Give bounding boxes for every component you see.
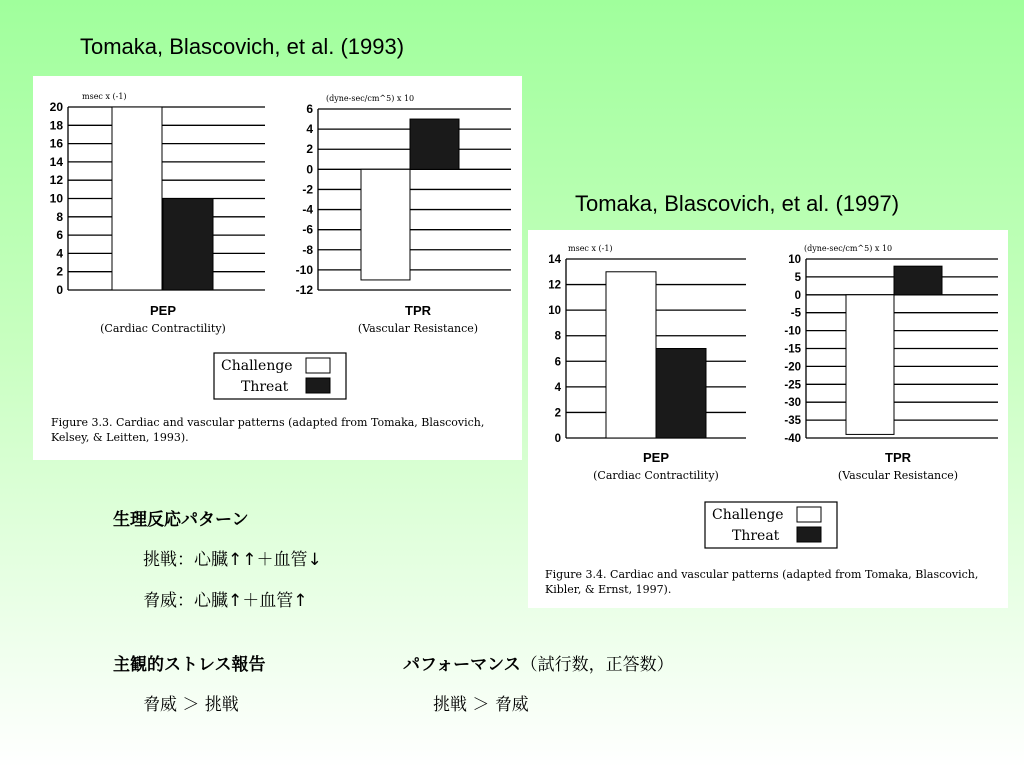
fig1997-pep-tick-label-2: 4 (554, 381, 561, 394)
subjective-report-title: 主観的ストレス報告 (113, 655, 266, 675)
fig1993-legend-threat-swatch (306, 378, 330, 393)
threat-pattern-line: 脅威：心臓↑＋血管↑ (143, 591, 308, 611)
fig1993-tpr-tick-label-7: 2 (306, 142, 313, 157)
fig1997-tpr-tick-label-5: -15 (784, 343, 801, 356)
fig1993-legend-challenge-label: Challenge (221, 358, 293, 374)
fig1997-pep-tick-label-6: 12 (548, 279, 561, 292)
performance-paren: （試行数，正答数） (520, 655, 674, 675)
study-1993-heading: Tomaka, Blascovich, et al. (1993) (80, 34, 405, 59)
fig1993-pep-tick-label-4: 8 (56, 209, 63, 224)
fig1993-pep-tick-label-7: 14 (49, 154, 63, 169)
fig1993-legend-challenge-swatch (306, 358, 330, 373)
fig1997-pep-ylabel: msec x (-1) (568, 244, 613, 253)
performance-title: パフォーマンス (403, 655, 521, 675)
subjective-report-value: 脅威 ＞ 挑戦 (143, 695, 239, 715)
fig1993-pep-tick-label-10: 20 (49, 100, 63, 114)
fig1993-tpr-tick-label-2: -8 (302, 242, 313, 257)
fig1993-tpr-tick-label-5: -2 (302, 182, 313, 197)
fig1997-caption-line-0: Figure 3.4. Cardiac and vascular patterns (adapted from Tomaka, Blascovich, (545, 568, 979, 581)
fig1997-tpr-ylabel: (dyne-sec/cm^5) x 10 (804, 244, 893, 253)
fig1993-pep-title: PEP (149, 303, 177, 318)
fig1997-tpr-bar-challenge (846, 295, 894, 435)
fig1993-pep-ylabel: msec x (-1) (82, 92, 127, 101)
fig1997-tpr-tick-label-10: 10 (788, 254, 801, 266)
figure-1997 (528, 230, 1008, 608)
fig1997-pep-subtitle: (Cardiac Contractility) (593, 469, 719, 482)
fig1997-pep-tick-label-1: 2 (554, 407, 561, 420)
fig1993-pep-subtitle: (Cardiac Contractility) (100, 322, 226, 335)
fig1997-pep-tick-label-4: 8 (554, 330, 561, 343)
fig1997-tpr-title: TPR (885, 450, 911, 465)
figure-1997-svg (528, 230, 1008, 608)
fig1993-tpr-tick-label-9: 6 (306, 102, 313, 116)
fig1993-caption-line-1: Kelsey, & Leitten, 1993). (51, 431, 189, 444)
fig1993-pep-tick-label-2: 4 (56, 246, 63, 261)
fig1997-tpr-tick-label-2: -30 (784, 397, 801, 410)
fig1997-legend-threat-swatch (797, 527, 821, 542)
fig1997-tpr-bar-threat (894, 266, 942, 295)
fig1997-pep-bar-threat (656, 349, 706, 439)
fig1993-pep-tick-label-3: 6 (56, 228, 63, 243)
fig1993-tpr-title: TPR (405, 303, 431, 318)
physio-pattern-title: 生理反応パターン (113, 510, 249, 530)
fig1993-pep-bar-challenge (112, 107, 162, 290)
fig1993-pep-tick-label-5: 10 (49, 191, 63, 206)
fig1993-pep-tick-label-8: 16 (49, 136, 63, 151)
fig1993-pep-tick-label-0: 0 (56, 283, 63, 297)
fig1993-tpr-tick-label-6: 0 (306, 162, 313, 177)
study-1997-heading: Tomaka, Blascovich, et al. (1997) (575, 191, 900, 216)
fig1997-tpr-tick-label-3: -25 (784, 379, 801, 392)
fig1993-tpr-bar-threat (410, 119, 459, 169)
performance-value: 挑戦 ＞ 脅威 (433, 695, 529, 715)
fig1997-tpr-tick-label-0: -40 (784, 433, 801, 445)
fig1997-tpr-tick-label-4: -20 (784, 361, 801, 374)
fig1997-caption-line-1: Kibler, & Ernst, 1997). (545, 583, 672, 596)
fig1997-tpr-tick-label-7: -5 (790, 307, 801, 320)
fig1997-legend-threat-label: Threat (732, 528, 780, 544)
fig1997-tpr-tick-label-6: -10 (784, 325, 801, 338)
fig1993-tpr-tick-label-4: -4 (302, 202, 313, 217)
fig1997-pep-tick-label-7: 14 (548, 254, 561, 266)
figure-1993 (33, 76, 522, 460)
fig1997-pep-tick-label-5: 10 (548, 305, 561, 318)
challenge-pattern-line: 挑戦：心臓↑↑＋血管↓ (143, 550, 322, 570)
fig1997-tpr-tick-label-9: 5 (794, 271, 801, 284)
fig1993-caption-line-0: Figure 3.3. Cardiac and vascular patterns (adapted from Tomaka, Blascovich, (51, 416, 485, 429)
fig1993-tpr-bar-challenge (361, 169, 410, 280)
fig1997-tpr-tick-label-8: 0 (794, 289, 801, 302)
fig1997-pep-bar-challenge (606, 272, 656, 438)
fig1997-pep-tick-label-3: 6 (554, 356, 561, 369)
fig1997-legend-challenge-label: Challenge (712, 507, 784, 523)
performance-heading (403, 650, 674, 675)
fig1993-tpr-ylabel: (dyne-sec/cm^5) x 10 (326, 94, 415, 103)
fig1993-tpr-tick-label-0: -12 (295, 283, 313, 297)
fig1993-legend-threat-label: Threat (241, 379, 289, 395)
fig1993-pep-tick-label-9: 18 (49, 118, 63, 133)
fig1993-pep-tick-label-6: 12 (49, 173, 63, 188)
fig1993-tpr-tick-label-8: 4 (306, 122, 313, 137)
fig1993-pep-tick-label-1: 2 (56, 264, 63, 279)
fig1997-pep-title: PEP (642, 450, 670, 465)
fig1993-pep-bar-threat (163, 199, 213, 291)
fig1997-tpr-subtitle: (Vascular Resistance) (837, 469, 959, 482)
fig1993-tpr-tick-label-1: -10 (295, 262, 313, 277)
fig1993-tpr-subtitle: (Vascular Resistance) (357, 322, 479, 335)
fig1997-legend-challenge-swatch (797, 507, 821, 522)
fig1997-pep-tick-label-0: 0 (554, 433, 561, 445)
figure-1993-svg (33, 76, 522, 460)
fig1993-tpr-tick-label-3: -6 (302, 222, 313, 237)
fig1997-tpr-tick-label-1: -35 (784, 415, 801, 428)
